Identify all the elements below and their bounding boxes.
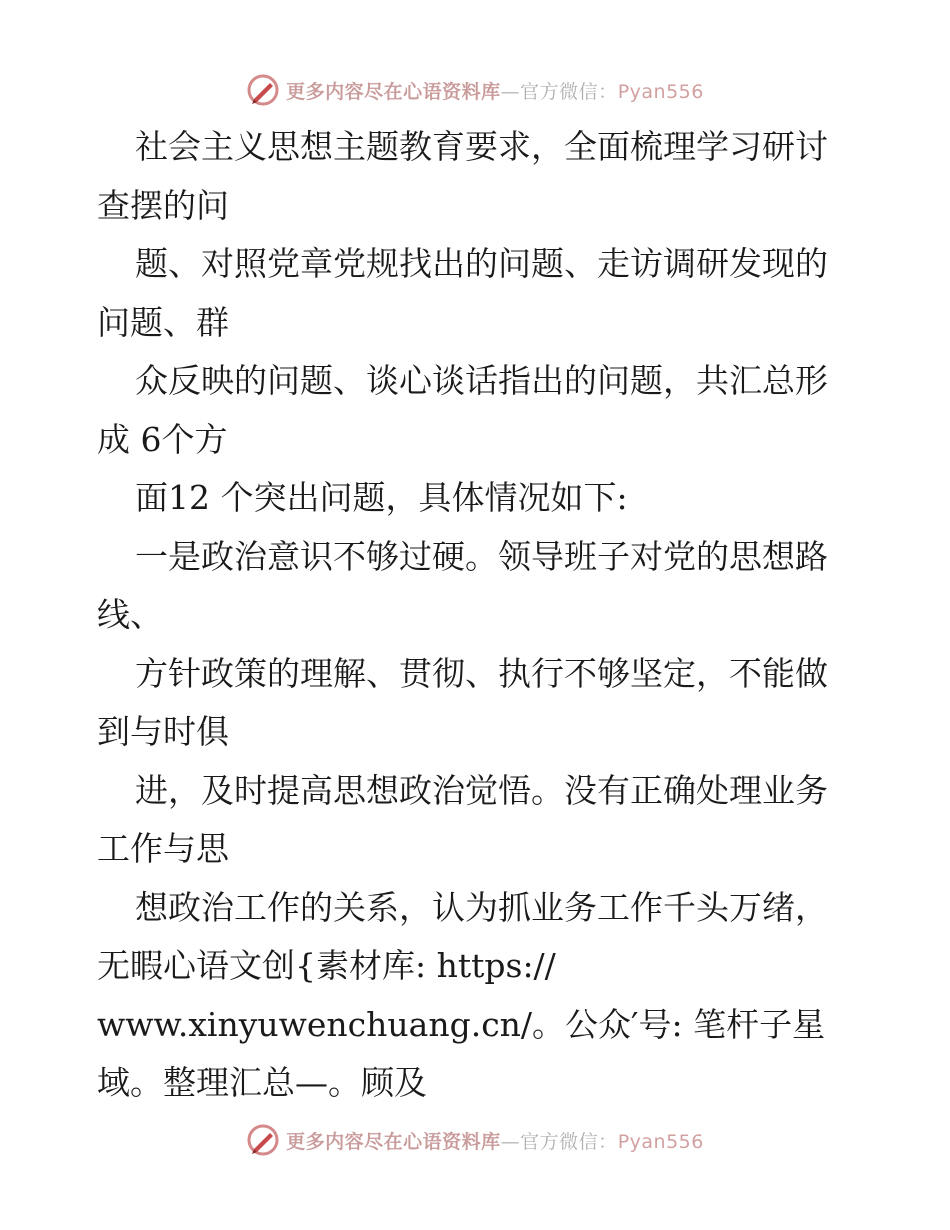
- header-wechat-id: Pyan556: [617, 80, 704, 103]
- body-line: 众反映的问题、谈心谈话指出的问题，共汇总形: [135, 361, 828, 400]
- body-line: 进，及时提高思想政治觉悟。没有正确处理业务: [135, 770, 828, 810]
- body-line: 一是政治意识不够过硬。领导班子对党的思想路: [135, 536, 828, 576]
- pen-logo-icon: [246, 1123, 280, 1157]
- footer-wechat-label: 官方微信：: [520, 1130, 618, 1153]
- pen-logo-icon: [246, 73, 280, 107]
- header-banner-title: 更多内容尽在心语资料库: [286, 80, 501, 103]
- body-line: 查摆的问: [97, 185, 229, 225]
- header-banner-text: [286, 77, 704, 104]
- body-line: 到与时俱: [97, 712, 229, 751]
- body-line: 方针政策的理解、贯彻、执行不够坚定，不能做: [135, 653, 828, 693]
- document-body: [97, 118, 857, 1113]
- body-line: 问题、群: [97, 302, 229, 342]
- body-line: 工作与思: [97, 829, 229, 868]
- footer-banner-title: 更多内容尽在心语资料库: [286, 1130, 501, 1153]
- header-banner-separator: —: [500, 80, 521, 103]
- body-line: 题、对照党章党规找出的问题、走访调研发现的: [135, 244, 828, 283]
- footer-wechat-id: Pyan556: [617, 1130, 704, 1153]
- body-line: 域。整理汇总—。顾及: [97, 1063, 427, 1102]
- footer-banner-text: [286, 1127, 704, 1154]
- header-wechat-label: 官方微信：: [520, 80, 618, 103]
- body-line: 想政治工作的关系，认为抓业务工作千头万绪，: [135, 887, 828, 927]
- body-line: www.xinyuwenchuang.cn/。公众′号: 笔杆子星: [97, 1004, 826, 1044]
- body-line: 线、: [97, 595, 163, 634]
- header-banner: [0, 70, 950, 110]
- body-line: 成 6个方: [97, 419, 228, 459]
- footer-banner-separator: —: [500, 1130, 521, 1153]
- body-line: 面12 个突出问题，具体情况如下:: [135, 478, 628, 517]
- body-line: 无暇心语文创{素材库: https://: [97, 946, 556, 985]
- footer-banner: [0, 1120, 950, 1160]
- body-line: 社会主义思想主题教育要求，全面梳理学习研讨: [135, 127, 828, 166]
